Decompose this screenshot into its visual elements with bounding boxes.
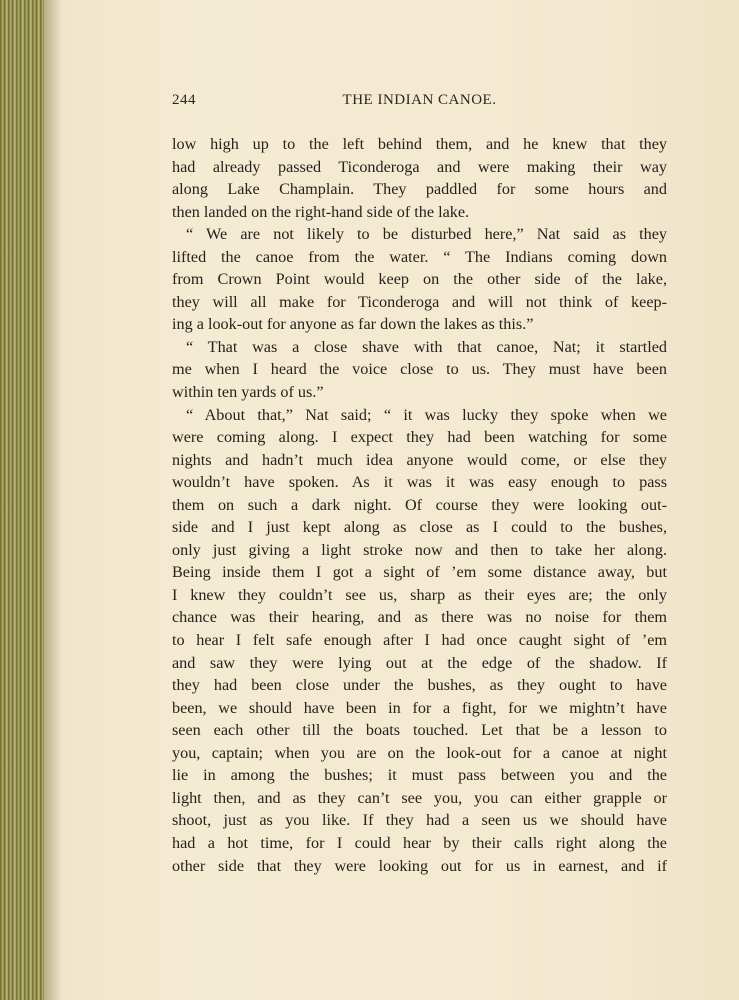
text-line: were coming along. I expect they had been watching for some	[172, 428, 667, 447]
text-line: shoot, just as you like. If they had a seen us we should have	[172, 811, 667, 830]
text-line: I knew they couldn’t see us, sharp as their eyes are; the only	[172, 585, 667, 604]
page-number: 244	[172, 92, 196, 108]
text-line: been, we should have been in for a fight, for we mightn’t have	[172, 698, 667, 717]
text-line: within ten yards of us.”	[172, 383, 324, 402]
text-line: chance was their hearing, and as there was no noise for them	[172, 608, 667, 627]
text-line: they will all make for Ticonderoga and will not think of keep-	[172, 292, 667, 311]
text-line: other side that they were looking out for us in earnest, and if	[172, 856, 667, 875]
text-line: “ About that,” Nat said; “ it was lucky they spoke when we	[186, 405, 667, 424]
text-line: had a hot time, for I could hear by their calls right along the	[172, 833, 667, 852]
text-line: seen each other till the boats touched. Let that be a lesson to	[172, 721, 667, 740]
text-line: low high up to the left behind them, and he knew that they	[172, 135, 667, 153]
text-line: light then, and as they can’t see you, you can either grapple or	[172, 788, 667, 807]
book-binding	[0, 0, 44, 1000]
body-text	[172, 133, 667, 877]
text-line: side and I just kept along as close as I could to the bushes,	[172, 518, 667, 537]
binding-shadow	[44, 0, 62, 1000]
text-line: nights and hadn’t much idea anyone would come, or else they	[172, 450, 667, 469]
text-line: to hear I felt safe enough after I had once caught sight of ’em	[172, 631, 667, 650]
text-line: had already passed Ticonderoga and were making their way	[172, 157, 667, 176]
text-line: from Crown Point would keep on the other side of the lake,	[172, 270, 667, 289]
text-line: then landed on the right-hand side of the lake.	[172, 202, 470, 221]
text-line: lifted the canoe from the water. “ The Indians coming down	[172, 247, 667, 266]
running-head	[172, 92, 667, 112]
text-line: along Lake Champlain. They paddled for some hours and	[172, 180, 667, 199]
text-line: them on such a dark night. Of course they were looking out-	[172, 495, 667, 514]
text-line: wouldn’t have spoken. As it was it was easy enough to pass	[172, 473, 667, 492]
text-line: they had been close under the bushes, as they ought to have	[172, 676, 667, 695]
text-line: “ We are not likely to be disturbed here,” Nat said as they	[186, 225, 667, 244]
text-line: “ That was a close shave with that canoe, Nat; it startled	[186, 337, 667, 356]
text-line: me when I heard the voice close to us. They must have been	[172, 360, 667, 379]
text-line: Being inside them I got a sight of ’em some distance away, but	[172, 563, 667, 582]
text-line: only just giving a light stroke now and then to take her along.	[172, 540, 667, 559]
text-line: you, captain; when you are on the look-out for a canoe at night	[172, 743, 667, 762]
chapter-title: THE INDIAN CANOE.	[342, 92, 497, 108]
text-line: ing a look-out for anyone as far down the lakes as this.”	[172, 315, 534, 334]
text-line: lie in among the bushes; it must pass between you and the	[172, 766, 667, 785]
text-line: and saw they were lying out at the edge of the shadow. If	[172, 653, 667, 672]
